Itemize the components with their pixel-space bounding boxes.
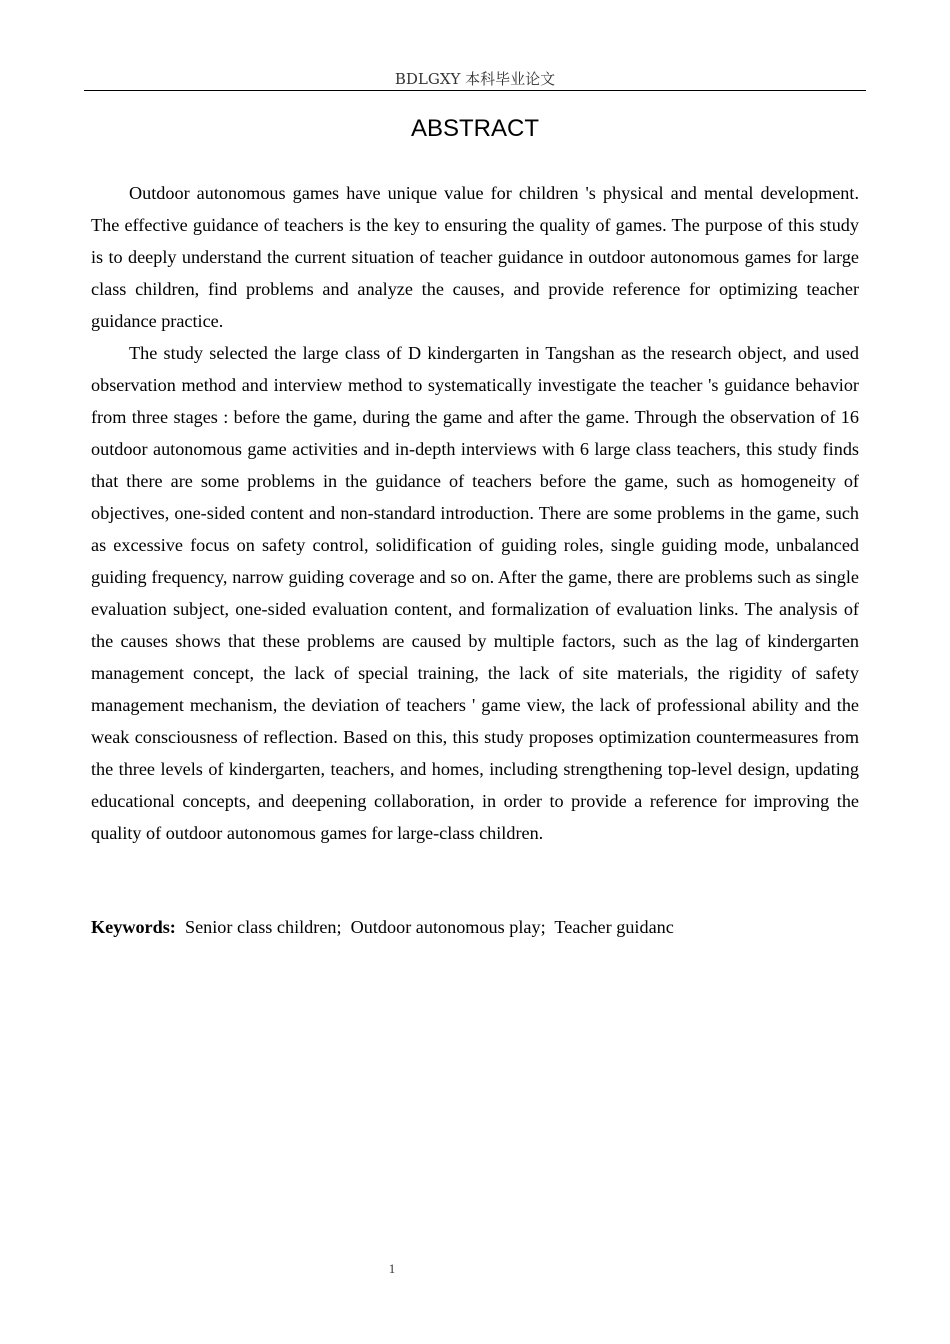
keyword-1: Senior class children; xyxy=(184,917,342,937)
abstract-body xyxy=(91,177,859,849)
abstract-paragraph-1: Outdoor autonomous games have unique value for children 's physical and mental development. The effective guidance of teachers is the key to ensuring the quality of games. The purpose of this study is to deeply understand the current situation of teacher guidance in outdoor autonomous games for large class children, find problems and analyze the causes, and provide reference for optimizing teacher guidance practice. xyxy=(91,183,859,331)
abstract-paragraph-2: The study selected the large class of D kindergarten in Tangshan as the research object, and used observation method and interview method to systematically investigate the teacher 's guidance behavior from three stages : before the game, during the game and after the game. Through the observation of 16 outdoor autonomous game activities and in-depth interviews with 6 large class teachers, this study finds that there are some problems in the guidance of teachers before the game, such as homogeneity of objectives, one-sided content and non-standard introduction. There are some problems in the game, such as excessive focus on safety control, solidification of guiding roles, single guiding mode, unbalanced guiding frequency, narrow guiding coverage and so on. After the game, there are problems such as single evaluation subject, one-sided evaluation content, and formalization of evaluation links. The analysis of the causes shows that these problems are caused by multiple factors, such as the lag of kindergarten management concept, the lack of special training, the lack of site materials, the rigidity of safety management mechanism, the deviation of teachers ' game view, the lack of professional ability and the weak consciousness of reflection. Based on this, this study proposes optimization countermeasures from the three levels of kindergarten, teachers, and homes, including strengthening top-level design, updating educational concepts, and deepening collaboration, in order to provide a reference for improving the quality of outdoor autonomous games for large-class children. xyxy=(91,343,859,843)
abstract-title: ABSTRACT xyxy=(410,115,539,142)
page-number: 1 xyxy=(388,1261,396,1276)
running-header: BDLGXY 本科毕业论文 xyxy=(394,70,556,88)
keywords-line xyxy=(91,911,859,943)
keywords-label: Keywords: xyxy=(91,917,176,937)
keyword-3: Teacher guidanc xyxy=(554,917,674,937)
header-rule xyxy=(84,90,866,91)
keyword-2: Outdoor autonomous play; xyxy=(350,917,546,937)
